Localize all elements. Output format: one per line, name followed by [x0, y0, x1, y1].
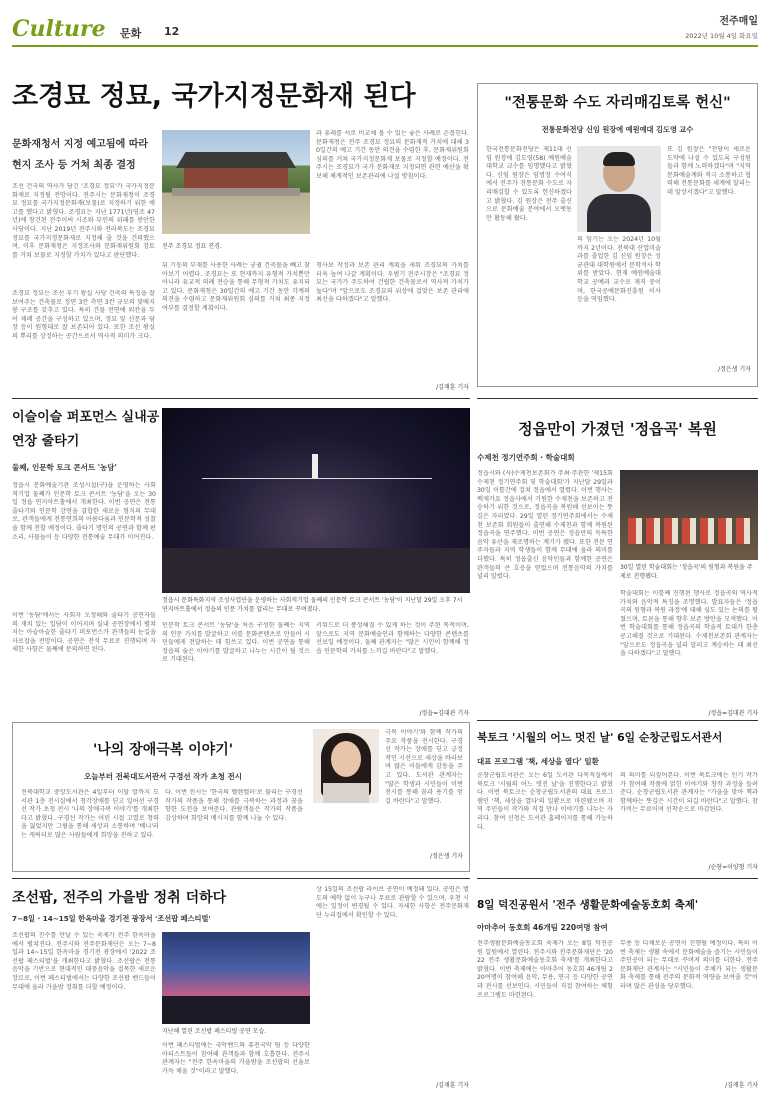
a2-portrait-suit: [587, 194, 651, 232]
a4-col2: 학술대회는 이틀째 진행된 행사로 정읍곡의 역사적 가치와 음악적 특징을 조명했다. 발표자들은 '정읍곡의 원형과 복원 과정'에 대해 심도 있는 논의를 펼쳤으며, 토론을 통해 향후 보존 방안을 모색했다. 이번 학술대회를 통해 정읍곡의 학술적 토대가 한층 공고해질 것으로 기대된다. 수제천보존회 관계자는 "앞으로도 정읍곡을 널리 알리고 계승하는 데 최선을 다하겠다"고 말했다.: [620, 590, 758, 658]
a2-portrait: [577, 146, 661, 232]
a2-byline: /정은생 기자: [718, 366, 751, 373]
a2-col2: 의 임기는 오는 2024년 10월까지 2년이다. 전북대 산업미술과를 졸업한 김 신임 원장은 성균관대 대학원에서 문학석사 학위를 받았다. 현재 예원예술대학교 공예과 교수로 재직 중이며, 한국공예문화진흥원 이사 등을 역임했다.: [577, 236, 661, 304]
a5-col3: 극복 이야기'와 함께 작가의 주요 작품을 전시한다. 구경선 작가는 장애를 딛고 긍정적인 시선으로 세상을 바라보며 많은 이들에게 감동을 주고 있다. 도서관 관계자는 "많은 학생과 시민들이 이번 전시를 통해 꿈과 용기를 얻길 바란다"고 말했다.: [385, 729, 463, 805]
a8-top-rule: [477, 878, 758, 879]
a1-sub1: 문화재청서 지정 예고됨에 따라: [12, 139, 149, 150]
a3-photo: [162, 408, 470, 593]
a1-photo: [162, 130, 310, 234]
a5-col2: 다. 이번 전시는 '한국의 헬렌켈러'로 불리는 구경선 작가의 작품을 통해 장애를 극복하는 과정과 꿈을 향한 도전을 보여준다. 관람객들은 작가의 작품을 감상하며 희망의 메시지를 함께 나눌 수 있다.: [165, 789, 303, 822]
a1-photo-platform: [172, 188, 300, 196]
a7-top-rule: [12, 878, 470, 879]
a6-subhead: 대표 프로그램 '책, 세상을 열다' 일환: [477, 757, 599, 766]
a1-bottom-rule: [12, 398, 470, 399]
a7-photo-caption: 지난해 열린 조선팝 페스티벌 공연 모습.: [162, 1028, 267, 1035]
masthead: [12, 12, 758, 44]
a2-col1: 한국전통문화전당은 제11대 신임 원장에 김도영(58) 예원예술대학교 교수를 임명했다고 밝혔다. 신임 원장은 임명장 수여식에서 전주가 전통문화 수도로 자리매김할 수 있도록 헌신하겠다고 밝혔다. 김 원장은 전주 출신으로 문화예술 분야에서 오랫동안 활동해 왔다.: [486, 146, 572, 222]
a6-headline: 북토크 '시월의 어느 멋진 날' 6일 순창군립도서관서: [477, 731, 723, 744]
a1-sub2: 현지 조사 등 거쳐 최종 결정: [12, 160, 136, 171]
a4-photo-caption: 30일 열린 학술대회는 '정읍곡'의 원형과 복원을 주제로 진행됐다.: [620, 564, 753, 580]
a2-col3: 또 김 원장은 "전당이 새로운 도약에 나설 수 있도록 구성원들과 함께 노력하겠다"며 "지역 문화예술계와 적극 소통하고 협력해 전통문화를 세계에 알리는 데 앞장서겠다"고 말했다.: [667, 146, 751, 196]
a5-headline: '나의 장애극복 이야기': [92, 742, 234, 758]
a3-subhead: 둘째, 인문학 토크 콘서트 '농담': [12, 463, 117, 472]
a3-byline: /정읍=김대관 기자: [419, 710, 469, 717]
a1-headline: 조경묘 정묘, 국가지정문화재 된다: [12, 81, 416, 112]
a3-photo-rope: [202, 478, 432, 479]
masthead-rule: [12, 45, 758, 47]
a4-photo: [620, 470, 758, 560]
a8-col1: 전주생활문화예술동호회 축제가 오는 8일 덕진공원 일원에서 열린다. 전주시와 전주문화재단은 '2022 전주 생활문화예술동호회 축제'를 개최한다고 밝혔다. 이번 축제에는 아마추어 동호회 46개팀 220여명이 참여해 음악, 무용, 연극 등 다양한 공연과 전시를 선보인다. 시민들이 직접 참여하는 체험 프로그램도 마련된다.: [477, 940, 613, 999]
a5-portrait: [313, 729, 379, 803]
a1-col4: 과 유래를 서로 비교해 볼 수 있는 좋은 사례로 손꼽힌다. 문화재청은 전주 조경묘 정묘의 문화재적 가치에 대해 30일간의 예고 기간 동안 의견을 수렴한 후, 문화재위원회 심의를 거쳐 국가지정문화재 보물로 지정할 예정이다. 전주시는 조경묘가 국가 문화재로 지정되면 관련 예산을 확보해 체계적인 보존관리에 나설 방침이다.: [316, 130, 469, 180]
section-title-en: Culture: [12, 16, 106, 42]
a8-subhead: 아마추어 동호회 46개팀 220여명 참여: [477, 923, 608, 932]
a4-col1: 정읍시와 (사)수제천보존회가 주최·주관한 '제15회 수제천 정기연주회 및 학술대회'가 지난달 29일과 30일 이틀간에 걸쳐 정읍에서 열렸다. 이번 행사는 백제가요 정읍사에서 기원한 수제천을 보존하고 전승하기 위한 것으로, 정읍곡을 복원해 선보이는 뜻깊은 자리였다. 29일 열린 정기연주회에서는 수제천 보존회 회원들이 출연해 수제천과 함께 복원된 정읍곡을 연주했다. 이번 공연은 정읍만의 독특한 음악 유산을 재조명하는 계기가 됐다. 또한 전문 연주자들과 지역 학생들이 함께 무대에 올라 의미를 더했다. 특히 정읍출신 음악인들과 함께한 공연은 관객들의 큰 호응을 얻었으며 전통음악의 가치를 널리 알렸다.: [477, 470, 613, 581]
a7-col1: 조선팝의 진수를 만날 수 있는 축제가 전주 한옥마을에서 펼쳐진다. 전주시와 전주문화재단은 오는 7~8일과 14~15일 한옥마을 경기전 광장에서 '2022 조선팝 페스티벌'을 개최한다고 밝혔다. 조선팝은 전통음악을 기반으로 현대적인 대중음악을 접목한 새로운 장르로, 이번 페스티벌에서는 다양한 조선팝 밴드들이 무대에 올라 가을밤 정취를 더할 예정이다.: [12, 932, 156, 991]
a1-col5: 청사보 작성과 보존 관리 계획을 세워 조경묘의 가치를 더욱 높여 나갈 계획이다. 우범기 전주시장은 "조경묘 정묘는 국가가 주도하여 건립한 건축물로서 역사적 가치가 높다"며 "앞으로도 조경묘의 위상에 걸맞은 보존 관리에 최선을 다하겠다"고 말했다.: [316, 262, 469, 304]
a2-box: [477, 83, 758, 387]
a3-col1: 정읍시 문화예술기관 조성시설(구)을 운영하는 사회적기업 둘째가 인문학 토크 콘서트 '농담'을 오는 30일 정읍 연지아트홀에서 개최한다. 이번 공연은 전통 줄타기와 인문학 강연을 결합한 새로운 형식의 무대로, 관객들에게 전통연희의 아름다움과 인문학적 성찰을 함께 전할 예정이다. 줄타기 명인의 공연과 함께 판소리, 사물놀이 등 다양한 전통예술 무대가 이어진다.: [12, 482, 156, 541]
a5-portrait-top: [323, 783, 369, 803]
a5-col1: 전북대학교 중앙도서관은 4일부터 이달 말까지 도서관 1층 전시실에서 청각장애를 딛고 일어선 구경선 작가 초청 전시 '나의 장애극복 이야기'를 개최한다고 밝혔다. 구경선 작가는 어린 시절 고열로 청력을 잃었지만 그림을 통해 세상과 소통하며 '베니'라는 캐릭터로 많은 사람들에게 희망을 전하고 있다.: [21, 789, 159, 839]
page-number: 12: [164, 25, 180, 38]
a1-photo-roof: [176, 152, 296, 168]
a7-col3: 상 15일의 조선팝 라이브 공연이 예정돼 있다. 공연은 별도의 예약 없이 누구나 무료로 관람할 수 있으며, 우천 시에는 일정이 변경될 수 있다. 자세한 사항은 전주문화재단 누리집에서 확인할 수 있다.: [316, 886, 469, 919]
a5-subhead: 오늘부터 전북대도서관서 구경선 작가 초청 전시: [84, 772, 242, 781]
a7-photo: [162, 932, 310, 1024]
a3-col2: 이번 '농담'에서는 사회자 오정해와 줄타기 공연자들의 재치 있는 입담이 이어지며 실내 공연장에서 펼쳐지는 아슬아슬한 줄타기 퍼포먼스가 관객들의 눈길을 사로잡을 전망이다. 공연은 전석 무료로 진행되며 자세한 사항은 둘째에 문의하면 된다.: [12, 612, 156, 654]
a7-headline: 조선팝, 전주의 가을밤 정취 더하다: [12, 890, 227, 906]
a6-top-rule: [477, 720, 758, 721]
a3-headline: 이슬이슬 퍼포먼스 실내공연장 줄타기: [12, 410, 160, 449]
a1-photo-caption: 전주 조경묘 정묘 전경.: [162, 243, 222, 250]
a6-byline: /순창=이양형 기자: [708, 864, 758, 871]
a8-col2: 무용 등 다채로운 공연이 진행될 예정이다. 특히 이번 축제는 생활 속에서 문화예술을 즐기는 시민들이 주인공이 되는 무대로 꾸며져 의미를 더한다. 전주문화재단 관계자는 "시민들이 주체가 되는 생활문화 축제를 통해 전주의 문화적 역량을 보여줄 것"이라며 많은 관심을 당부했다.: [620, 940, 758, 990]
a7-byline: /김재훈 기자: [436, 1082, 469, 1089]
a2-portrait-hair: [603, 152, 635, 166]
a8-byline: /김재훈 기자: [725, 1082, 758, 1089]
a7-col2: 이번 페스티벌에는 국악밴드와 퓨전국악 팀 등 다양한 아티스트들이 참여해 관객들과 함께 호흡한다. 전주시 관계자는 "전주 한옥마을의 가을밤을 조선팝의 선율로 가득 채울 것"이라고 말했다.: [162, 1042, 310, 1075]
a2-subhead: 전통문화전당 신임 원장에 예원예대 김도영 교수: [541, 125, 694, 134]
a4-photo-musicians: [628, 518, 750, 544]
a4-byline: /정읍=김대관 기자: [708, 710, 758, 717]
section-title-ko: 문화: [120, 27, 142, 40]
a6-col2: 의 의미를 되짚어본다. 이번 북토크에는 인기 작가가 참여해 작품에 얽힌 이야기와 창작 과정을 들려준다. 순창군립도서관 관계자는 "가을을 맞아 책과 함께하는 뜻깊은 시간이 되길 바란다"고 말했다. 참가비는 무료이며 선착순으로 마감된다.: [620, 772, 758, 814]
issue-date: 2022년 10월 4일 화요일: [685, 32, 758, 40]
newspaper-name: 전주매일: [719, 16, 758, 27]
a1-col1: 조선 건국의 역사가 담긴 '조경묘 정묘'가 국가지정문화재로 지정될 전망이다. 전주시는 문화재청이 조경묘 정묘를 국가지정문화재(보물)로 지정하기 위한 예고를 했다고 밝혔다. 조경묘는 지난 1771년(영조 47년)에 창건된 전주이씨 시조와 부인의 위패를 봉안한 사당이다. 지난 2019년 전주시와 전라북도는 조경묘 정묘를 국가지정문화재로 지정해 줄 것을 건의했으며, 이후 문화재청은 지정조사와 문화재위원회 검토를 거쳐 보물로 지정할 가치가 있다고 판단했다.: [12, 183, 155, 259]
a1-photo-hall: [184, 168, 288, 188]
a4-top-rule: [477, 398, 758, 399]
a2-headline: "전통문화 수도 자리매김토록 헌신": [504, 95, 731, 111]
a3-photo-performer: [312, 454, 318, 478]
a5-box: [12, 722, 470, 872]
a7-photo-stage: [162, 996, 310, 1024]
a6-col1: 순창군립도서관은 오는 6일 도서관 다목적실에서 북토크 '시월의 어느 멋진 날'을 진행한다고 밝혔다. 이번 북토크는 순창군립도서관의 대표 프로그램인 '책, 세상을 열다'의 일환으로 마련됐으며 지역 주민들이 작가와 직접 만나 이야기를 나누는 자리다. 참여 신청은 도서관 홈페이지를 통해 가능하다.: [477, 772, 613, 831]
a3-photo-caption: 정읍시 문화특화지역 조성사업단을 운영하는 사회적기업 둘째의 인문학 토크 콘서트 '농담'이 지난달 29일 오후 7시 연지아트홀에서 정읍의 인문 가치를 알리는 무대로 꾸며졌다.: [162, 597, 463, 613]
a1-col2: 조경묘 정묘는 조선 후기 왕실 사당 건축의 특징을 잘 보여주는 건축물로 정면 3칸 측면 3칸 규모의 맞배지붕 구조를 갖추고 있다. 특히 건물 전면에 퇴칸을 두어 제례 공간을 구성하고 있으며, 정묘 앞 신문과 담장 등이 원형대로 잘 보존되어 있다. 또한 조선 왕실의 뿌리를 상징하는 공간으로서 역사적 의미가 크다.: [12, 290, 155, 340]
a1-byline: /김재훈 기자: [436, 384, 469, 391]
a1-col3: 뒤 기둥의 부재를 사용한 사례는 궁궐 건축물을 빼고 찾아보기 어렵다. 조경묘는 또 현재까지 유형적 가치뿐만 아니라 유교적 의례 전승을 통해 무형적 가치도 유지되고 있다. 문화재청은 30일간의 예고 기간 동안 각계의 의견을 수렴하고 문화재위원회 심의를 거쳐 최종 지정 여부를 결정할 계획이다.: [162, 262, 310, 312]
a5-portrait-face: [331, 741, 361, 777]
a8-headline: 8일 덕진공원서 '전주 생활문화예술동호회 축제': [477, 899, 699, 911]
a4-subhead: 수제천 정기연주회 · 학술대회: [477, 453, 575, 462]
a5-byline: /정은생 기자: [430, 853, 463, 860]
a3-photo-stage: [162, 548, 470, 593]
a3-col3: 인문학 토크 콘서트 '농담'을 처음 구성한 둘째는 지역의 인문 가치를 발굴하고 이를 문화콘텐츠로 만들어 시민들에게 전달하는 데 힘쓰고 있다. 이번 공연을 통해 정읍의 숨은 이야기를 발굴하고 나누는 시간이 될 것으로 기대된다.: [162, 622, 310, 664]
a4-headline: 정읍만이 가졌던 '정읍곡' 복원: [518, 420, 717, 438]
a3-col4: 키워드로 더 풍성해질 수 있게 하는 것이 주된 목적이며, 앞으로도 지역 문화예술인과 함께하는 다양한 콘텐츠를 선보일 예정이다. 둘째 관계자는 "많은 시민이 함께해 정읍 인문학의 가치를 느끼길 바란다"고 말했다.: [316, 622, 469, 655]
a7-subhead: 7~8일 · 14~15일 한옥마을 경기전 광장서 '조선팝 페스티벌': [12, 914, 211, 923]
